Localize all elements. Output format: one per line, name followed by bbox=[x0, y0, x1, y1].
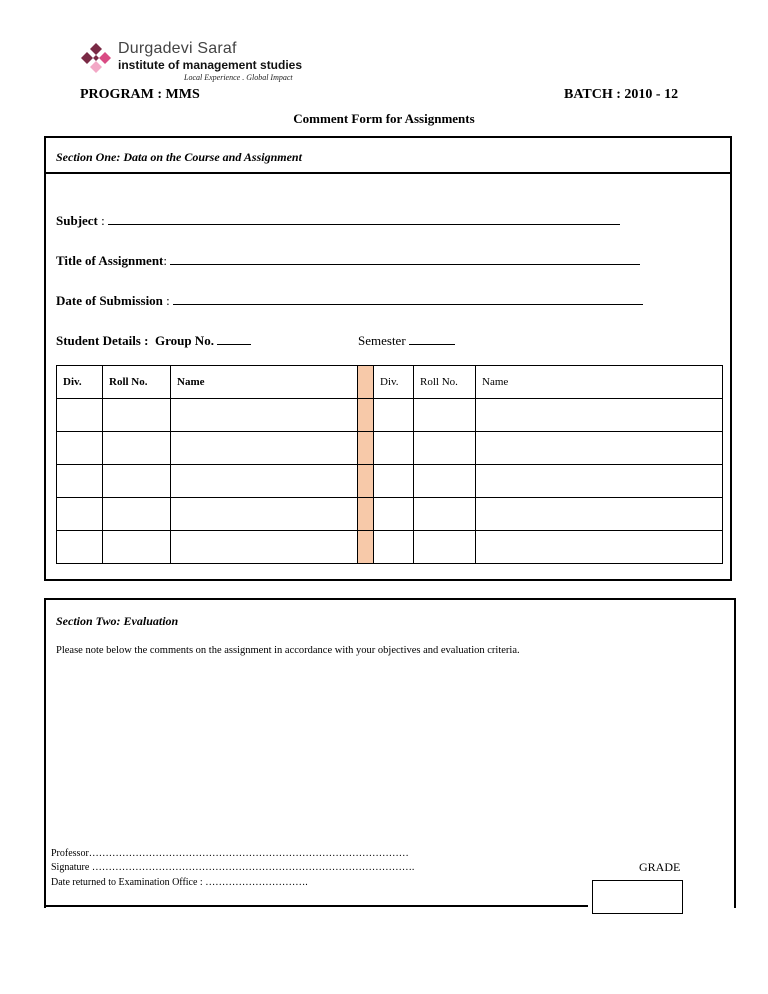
cell[interactable] bbox=[476, 399, 723, 432]
semester-field[interactable] bbox=[358, 332, 455, 349]
cell[interactable] bbox=[57, 498, 103, 531]
column-separator bbox=[358, 531, 374, 564]
column-separator bbox=[358, 498, 374, 531]
title-of-assignment-label: Title of Assignment bbox=[56, 253, 164, 268]
section-one-header bbox=[44, 136, 732, 174]
header-div: Div. bbox=[57, 366, 103, 399]
cell[interactable] bbox=[374, 498, 414, 531]
table-row bbox=[57, 498, 723, 531]
cell[interactable] bbox=[103, 432, 171, 465]
header-roll-no-right: Roll No. bbox=[414, 366, 476, 399]
cell[interactable] bbox=[103, 399, 171, 432]
student-details-label: Student Details : bbox=[56, 333, 149, 348]
subject-separator: : bbox=[97, 213, 105, 228]
table-row bbox=[57, 531, 723, 564]
section-two-bottom-border bbox=[44, 905, 588, 907]
table-header-row bbox=[57, 366, 723, 399]
cell[interactable] bbox=[171, 531, 358, 564]
batch-label: BATCH : 2010 - 12 bbox=[564, 87, 679, 102]
subject-line[interactable] bbox=[108, 212, 620, 225]
header-roll-no: Roll No. bbox=[103, 366, 171, 399]
professor-line[interactable]: Professor…………………………………………………………………………………… bbox=[51, 848, 409, 859]
column-separator bbox=[358, 366, 374, 399]
semester-line[interactable] bbox=[409, 332, 455, 345]
section-one-title: Section One: Data on the Course and Assignment bbox=[56, 150, 302, 164]
cell[interactable] bbox=[103, 531, 171, 564]
cell[interactable] bbox=[374, 432, 414, 465]
cell[interactable] bbox=[476, 531, 723, 564]
cell[interactable] bbox=[57, 531, 103, 564]
form-title: Comment Form for Assignments bbox=[293, 111, 475, 126]
subject-field[interactable] bbox=[56, 212, 620, 229]
cell[interactable] bbox=[476, 498, 723, 531]
cell[interactable] bbox=[103, 465, 171, 498]
cell[interactable] bbox=[171, 399, 358, 432]
cell[interactable] bbox=[476, 465, 723, 498]
table-row bbox=[57, 399, 723, 432]
cell[interactable] bbox=[374, 465, 414, 498]
cell[interactable] bbox=[171, 498, 358, 531]
cell[interactable] bbox=[476, 432, 723, 465]
cell[interactable] bbox=[57, 399, 103, 432]
title-of-assignment-line[interactable] bbox=[170, 252, 640, 265]
diamond-logo-icon bbox=[80, 42, 112, 74]
title-of-assignment-field[interactable] bbox=[56, 252, 640, 269]
cell[interactable] bbox=[374, 399, 414, 432]
cell[interactable] bbox=[171, 432, 358, 465]
date-returned-line[interactable]: Date returned to Examination Office : …………………………. bbox=[51, 877, 308, 888]
institute-name: Durgadevi Saraf bbox=[118, 40, 237, 57]
group-label: Group No. bbox=[154, 333, 214, 348]
program-label: PROGRAM : MMS bbox=[80, 87, 200, 102]
header-name: Name bbox=[171, 366, 358, 399]
cell[interactable] bbox=[57, 432, 103, 465]
date-of-submission-line[interactable] bbox=[173, 292, 643, 305]
column-separator bbox=[358, 432, 374, 465]
cell[interactable] bbox=[414, 432, 476, 465]
grade-label: GRADE bbox=[639, 860, 681, 874]
table-row bbox=[57, 465, 723, 498]
institute-tagline: Local Experience . Global Impact bbox=[184, 73, 293, 82]
evaluation-note: Please note below the comments on the assignment in accordance with your objectives and evaluation criteria. bbox=[56, 645, 520, 656]
cell[interactable] bbox=[103, 498, 171, 531]
title-of-assignment-separator: : bbox=[163, 253, 168, 268]
cell[interactable] bbox=[171, 465, 358, 498]
subject-label: Subject bbox=[56, 213, 98, 228]
section-two-title: Section Two: Evaluation bbox=[56, 614, 179, 628]
header-div-right: Div. bbox=[374, 366, 414, 399]
group-line[interactable] bbox=[217, 332, 251, 345]
cell[interactable] bbox=[414, 531, 476, 564]
date-of-submission-label: Date of Submission bbox=[56, 293, 163, 308]
column-separator bbox=[358, 465, 374, 498]
cell[interactable] bbox=[57, 465, 103, 498]
signature-line[interactable]: Signature ……………………………………………………………………………………. bbox=[51, 862, 415, 873]
institute-subtitle: institute of management studies bbox=[118, 58, 303, 72]
cell[interactable] bbox=[374, 531, 414, 564]
grade-box[interactable] bbox=[592, 880, 683, 914]
column-separator bbox=[358, 399, 374, 432]
table-row bbox=[57, 432, 723, 465]
date-of-submission-separator: : bbox=[162, 293, 170, 308]
cell[interactable] bbox=[414, 399, 476, 432]
date-of-submission-field[interactable] bbox=[56, 292, 643, 309]
header-name-right: Name bbox=[476, 366, 723, 399]
cell[interactable] bbox=[414, 465, 476, 498]
cell[interactable] bbox=[414, 498, 476, 531]
student-table bbox=[56, 365, 723, 564]
student-details-row bbox=[56, 332, 251, 349]
semester-label: Semester bbox=[358, 333, 406, 348]
